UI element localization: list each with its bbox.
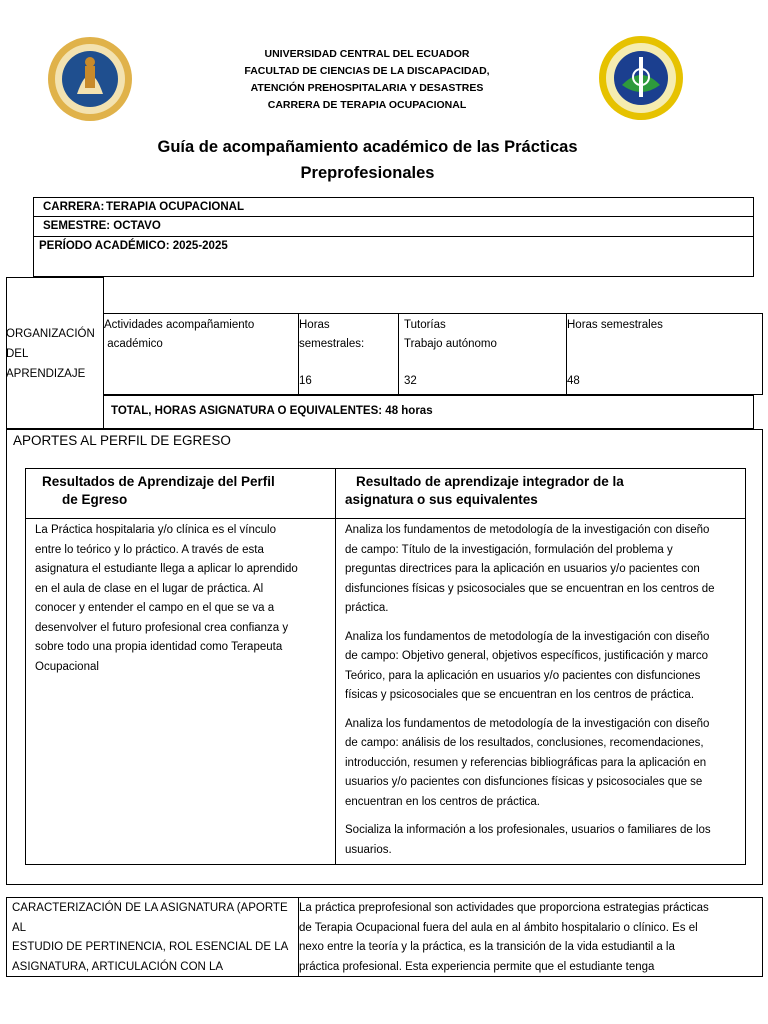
title-line: Guía de acompañamiento académico de las Prácticas — [157, 138, 578, 156]
result-paragraph — [345, 521, 745, 619]
hours-semester-cell — [299, 316, 364, 354]
cell-line: académico — [104, 338, 163, 350]
caracterizacion-description — [299, 899, 709, 977]
result-paragraph — [345, 821, 745, 860]
label-line: ORGANIZACIÓN — [6, 328, 95, 340]
body-line: de campo: Objetivo general, objetivos específicos, justificación y marco — [345, 650, 709, 662]
result-paragraph — [345, 715, 745, 813]
total-hours-cell — [567, 316, 663, 335]
carrera-value: TERAPIA OCUPACIONAL — [106, 201, 244, 213]
tutorias-value: 32 — [404, 375, 417, 387]
header-line: de Egreso — [62, 492, 128, 507]
left-column-body — [35, 521, 333, 677]
tutorias-cell — [404, 316, 497, 354]
body-line: Analiza los fundamentos de metodología de la investigación con diseño — [345, 717, 710, 730]
body-line: práctica. — [345, 602, 389, 614]
body-line: La práctica preprofesional son actividades que proporciona estrategias prácticas — [299, 902, 709, 914]
carrera-label: CARRERA: — [43, 201, 105, 213]
body-line: Ocupacional — [35, 660, 99, 673]
aportes-title: APORTES AL PERFIL DE EGRESO — [13, 433, 231, 448]
periodo-label: PERÍODO ACADÉMICO: 2025-2025 — [39, 240, 228, 252]
cell-line: Horas semestrales — [567, 319, 663, 331]
body-line: preguntas directrices para la aplicación en usuarios y/o pacientes con — [345, 563, 700, 575]
page-title — [110, 134, 625, 186]
right-column-body — [345, 521, 745, 869]
left-column-header — [42, 473, 275, 509]
header-line: asignatura o sus equivalentes — [345, 492, 538, 507]
label-line: APRENDIZAJE — [6, 368, 86, 380]
body-line: de campo: Título de la investigación, formulación del problema y — [345, 543, 673, 556]
label-line: DEL — [6, 348, 29, 360]
body-line: asignatura el estudiante llega a aplicar lo aprendido — [35, 563, 298, 575]
divider — [335, 468, 336, 865]
label-line: ESTUDIO DE PERTINENCIA, ROL ESENCIAL DE LA — [12, 941, 289, 953]
divider — [398, 313, 399, 395]
header-line: CARRERA DE TERAPIA OCUPACIONAL — [267, 99, 467, 111]
body-line: de campo: análisis de los resultados, conclusiones, recomendaciones, — [345, 737, 704, 749]
total-hours-label: TOTAL, HORAS ASIGNATURA O EQUIVALENTES: 48 horas — [111, 405, 433, 417]
body-line: en el aula de clase en el lugar de práctica. Al — [35, 582, 264, 595]
body-line: disfunciones físicas y psicosociales que se encuentran en los centros de — [345, 582, 715, 595]
body-line: usuarios y/o pacientes con disfunciones físicas y psicosociales que se — [345, 776, 703, 788]
activities-cell — [104, 316, 254, 354]
caracterizacion-label — [12, 899, 288, 977]
total-hours-value: 48 — [567, 375, 580, 387]
cell-line: Trabajo autónomo — [404, 338, 497, 350]
body-line: encuentran en los centros de práctica. — [345, 795, 540, 808]
body-line: desenvolver el futuro profesional crea confianza y — [35, 621, 289, 634]
institution-header — [200, 46, 534, 114]
label-line: AL — [12, 921, 27, 934]
body-line: de Terapia Ocupacional fuera del aula en al ámbito hospitalario o clínico. Es el — [299, 921, 698, 934]
body-line: Socializa la información a los profesionales, usuarios o familiares de los — [345, 824, 711, 836]
body-line: físicas y psicosociales que se encuentran en los centros de práctica. — [345, 689, 695, 701]
hours-value: 16 — [299, 375, 312, 387]
header-line: Resultados de Aprendizaje del Perfil — [42, 474, 275, 489]
body-line: entre lo teórico y lo práctico. A través de esta — [35, 543, 264, 556]
label-line: CARACTERIZACIÓN DE LA ASIGNATURA (APORTE — [12, 902, 288, 914]
result-paragraph — [345, 628, 745, 706]
header-line: ATENCIÓN PREHOSPITALARIA Y DESASTRES — [250, 82, 484, 94]
body-line: Analiza los fundamentos de metodología de la investigación con diseño — [345, 524, 710, 536]
body-line: conocer y entender el campo en el que se va a — [35, 602, 275, 614]
cell-line: semestrales: — [299, 338, 365, 350]
career-seal-icon — [598, 35, 684, 121]
body-line: nexo entre la teoría y la práctica, es la transición de la vida estudiantil a la — [299, 941, 675, 953]
header-line: Resultado de aprendizaje integrador de la — [356, 474, 624, 489]
header-line: UNIVERSIDAD CENTRAL DEL ECUADOR — [264, 48, 470, 60]
body-line: introducción, resumen y referencias bibliográficas para la aplicación en — [345, 756, 707, 769]
body-line: Teórico, para la aplicación en usuarios y/o pacientes con disfunciones — [345, 669, 701, 682]
cell-line: Tutorías — [404, 319, 446, 331]
title-line: Preprofesionales — [300, 164, 435, 182]
body-line: Analiza los fundamentos de metodología de la investigación con diseño — [345, 630, 710, 643]
cell-line: Horas — [299, 319, 330, 331]
semestre-label: SEMESTRE: OCTAVO — [43, 220, 161, 232]
body-line: usuarios. — [345, 843, 392, 856]
right-column-header — [345, 473, 624, 509]
divider — [25, 518, 746, 519]
header-line: FACULTAD DE CIENCIAS DE LA DISCAPACIDAD, — [244, 65, 490, 77]
organizacion-label — [6, 324, 95, 384]
body-line: sobre todo una propia identidad como Terapeuta — [35, 641, 283, 653]
body-line: práctica profesional. Esta experiencia permite que el estudiante tenga — [299, 960, 655, 973]
university-seal-icon — [47, 36, 133, 122]
cell-line: Actividades acompañamiento — [104, 319, 255, 331]
body-line: La Práctica hospitalaria y/o clínica es el vínculo — [35, 524, 276, 536]
label-line: ASIGNATURA, ARTICULACIÓN CON LA — [12, 960, 224, 973]
